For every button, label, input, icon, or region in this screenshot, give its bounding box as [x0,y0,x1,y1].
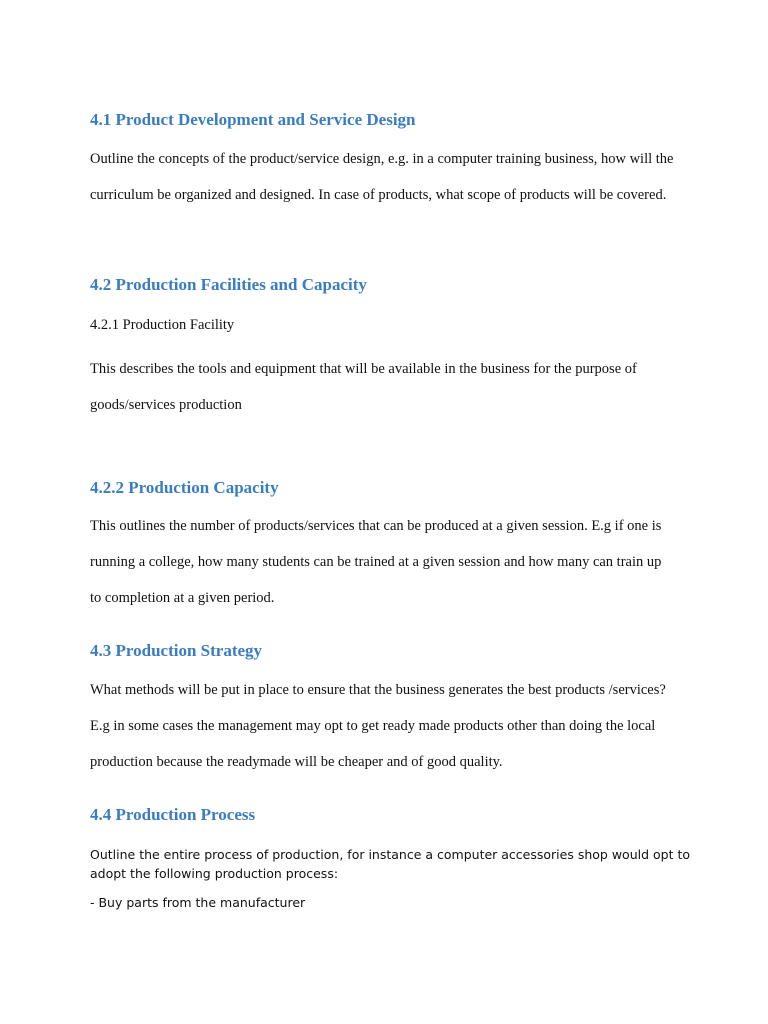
section-body-4-2-1: This describes the tools and equipment that will be available in the business for the purpose of goods/services production [90,361,637,413]
section-body-4-3: What methods will be put in place to ensure that the business generates the best products /services? E.g in some cases the management may opt to get ready made products other than doing the local production because the readymade will be cheaper and of good quality. [90,682,666,770]
list-item: - Buy parts from the manufacturer [90,895,306,910]
section-body-4-2-2: This outlines the number of products/services that can be produced at a given session. E.g if one is running a college, how many students can be trained at a given session and how many can train up to completion at a given period. [90,518,662,606]
subsection-title-4-2-1: 4.2.1 Production Facility [90,317,235,333]
section-heading-4-2-2: 4.2.2 Production Capacity [90,478,279,497]
section-heading-4-3: 4.3 Production Strategy [90,641,263,660]
section-heading-4-1: 4.1 Product Development and Service Design [90,110,416,129]
section-heading-4-4: 4.4 Production Process [90,805,256,824]
section-heading-4-2: 4.2 Production Facilities and Capacity [90,275,367,294]
section-body-4-4: Outline the entire process of production, for instance a computer accessories shop would opt to adopt the following production process: [90,847,690,881]
section-body-4-1: Outline the concepts of the product/service design, e.g. in a computer training business, how will the curriculum be organized and designed. In case of products, what scope of products will be covered. [90,151,674,203]
